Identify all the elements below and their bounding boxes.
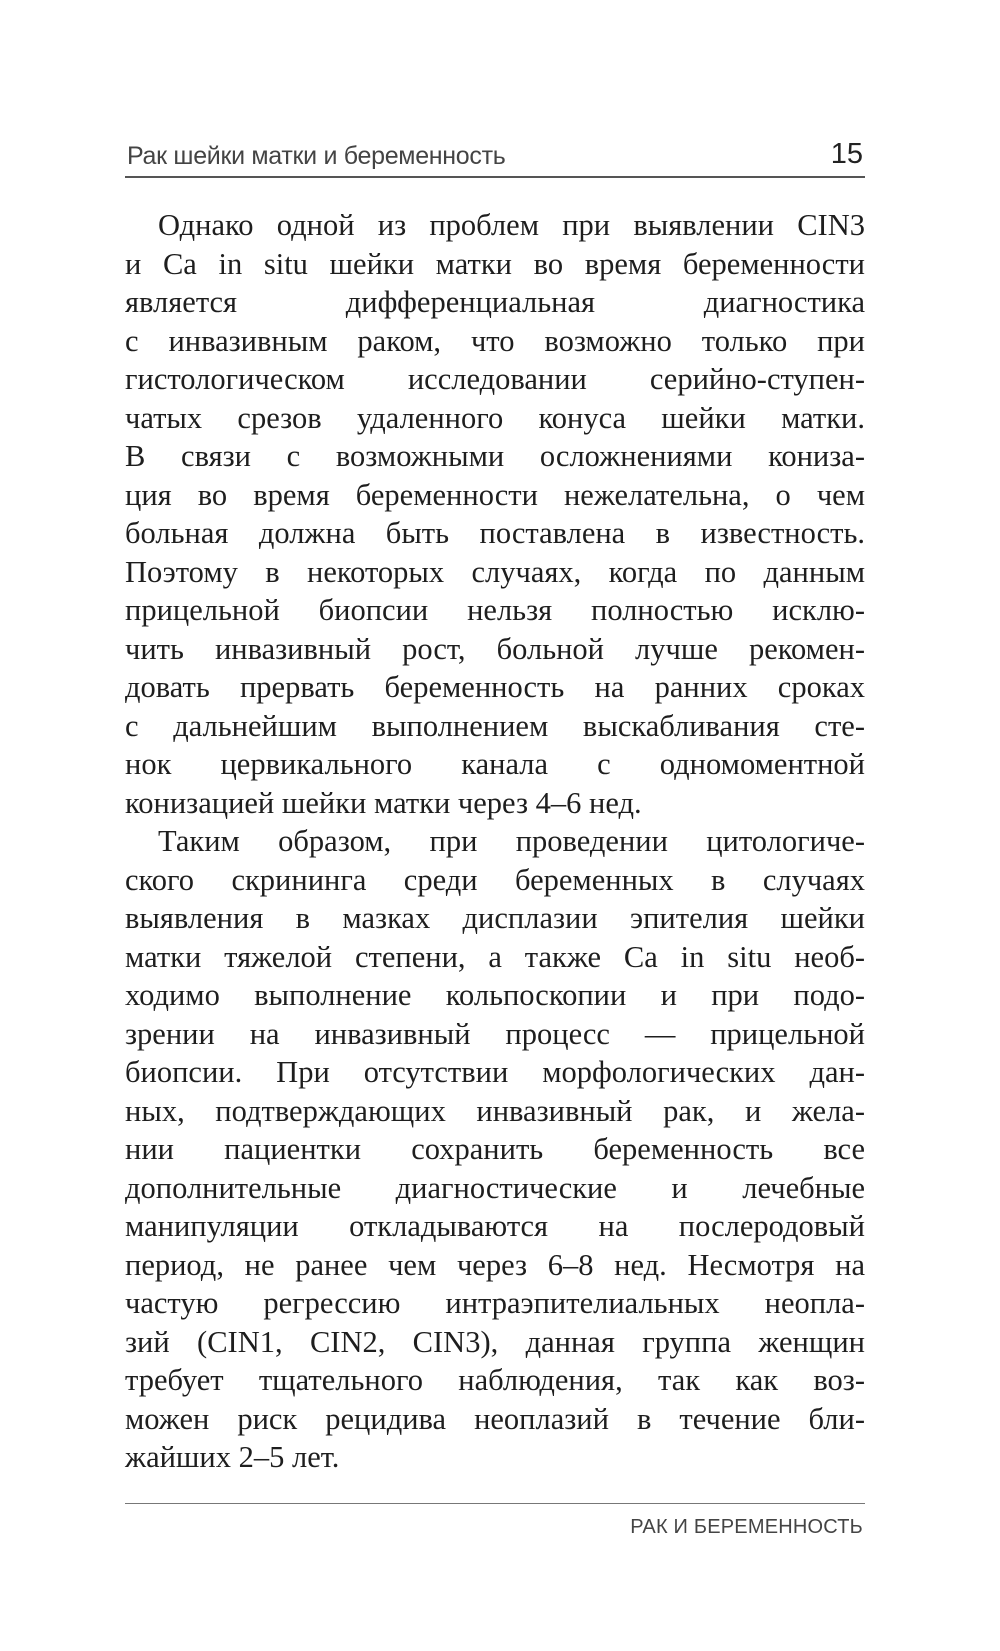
text-line: требует тщательного наблюдения, так как воз- (125, 1363, 865, 1397)
text-line: матки тяжелой степени, а также Ca in situ необ- (125, 939, 865, 974)
text-line: является дифференциальная диагностика (125, 285, 865, 319)
text-line: зрении на инвазивный процесс — прицельной (125, 1016, 865, 1051)
text-line: нии пациентки сохранить беременность все (125, 1132, 865, 1166)
text-line: биопсии. При отсутствии морфологических дан- (125, 1055, 865, 1089)
text-line: и Ca in situ шейки матки во время беременности (125, 246, 865, 281)
text-line: нок цервикального канала с одномоментной (125, 747, 865, 781)
running-header (125, 132, 865, 178)
page-number: 15 (830, 138, 863, 170)
text-line: манипуляции откладываются на послеродовый (125, 1209, 865, 1243)
footer-section-label: РАК И БЕРЕМЕННОСТЬ (630, 1516, 863, 1538)
running-header-title: Рак шейки матки и беременность (127, 142, 506, 170)
text-line: с дальнейшим выполнением выскабливания сте- (125, 708, 865, 743)
text-line: Однако одной из проблем при выявлении CIN3 (158, 208, 865, 242)
text-line: с инвазивным раком, что возможно только при (125, 323, 865, 358)
body-text (125, 206, 865, 1477)
text-line: прицельной биопсии нельзя полностью исклю- (125, 593, 865, 627)
text-line: Таким образом, при проведении цитологиче- (158, 824, 865, 858)
text-line: Поэтому в некоторых случаях, когда по данным (125, 554, 865, 589)
text-line: ского скрининга среди беременных в случаях (125, 862, 865, 897)
text-line: ция во время беременности нежелательна, о чем (125, 477, 865, 512)
text-line: период, не ранее чем через 6–8 нед. Несмотря на (125, 1247, 865, 1282)
paragraph-2 (125, 822, 865, 1477)
paragraph-1 (125, 206, 865, 822)
text-line: выявления в мазках дисплазии эпителия шейки (125, 901, 865, 935)
text-line: чатых срезов удаленного конуса шейки матки. (125, 400, 865, 435)
text-line: можен риск рецидива неоплазий в течение бли- (125, 1401, 865, 1436)
text-line: частую регрессию интраэпителиальных неопла- (125, 1286, 865, 1320)
text-line: ходимо выполнение кольпоскопии и при подо- (125, 978, 865, 1012)
text-line: гистологическом исследовании серийно-ступен- (125, 362, 865, 396)
text-line: больная должна быть поставлена в известность. (125, 516, 865, 550)
text-line: ных, подтверждающих инвазивный рак, и жела- (125, 1093, 865, 1128)
text-line: довать прервать беременность на ранних сроках (125, 670, 865, 704)
running-footer (125, 1503, 865, 1544)
text-line: чить инвазивный рост, больной лучше рекомен- (125, 631, 865, 666)
text-line: зий (CIN1, CIN2, CIN3), данная группа женщин (125, 1324, 865, 1359)
text-line: дополнительные диагностические и лечебные (125, 1170, 865, 1205)
text-line: жайших 2–5 лет. (125, 1440, 340, 1474)
text-line: В связи с возможными осложнениями кониза- (125, 439, 865, 473)
text-line: конизацией шейки матки через 4–6 нед. (125, 785, 642, 820)
